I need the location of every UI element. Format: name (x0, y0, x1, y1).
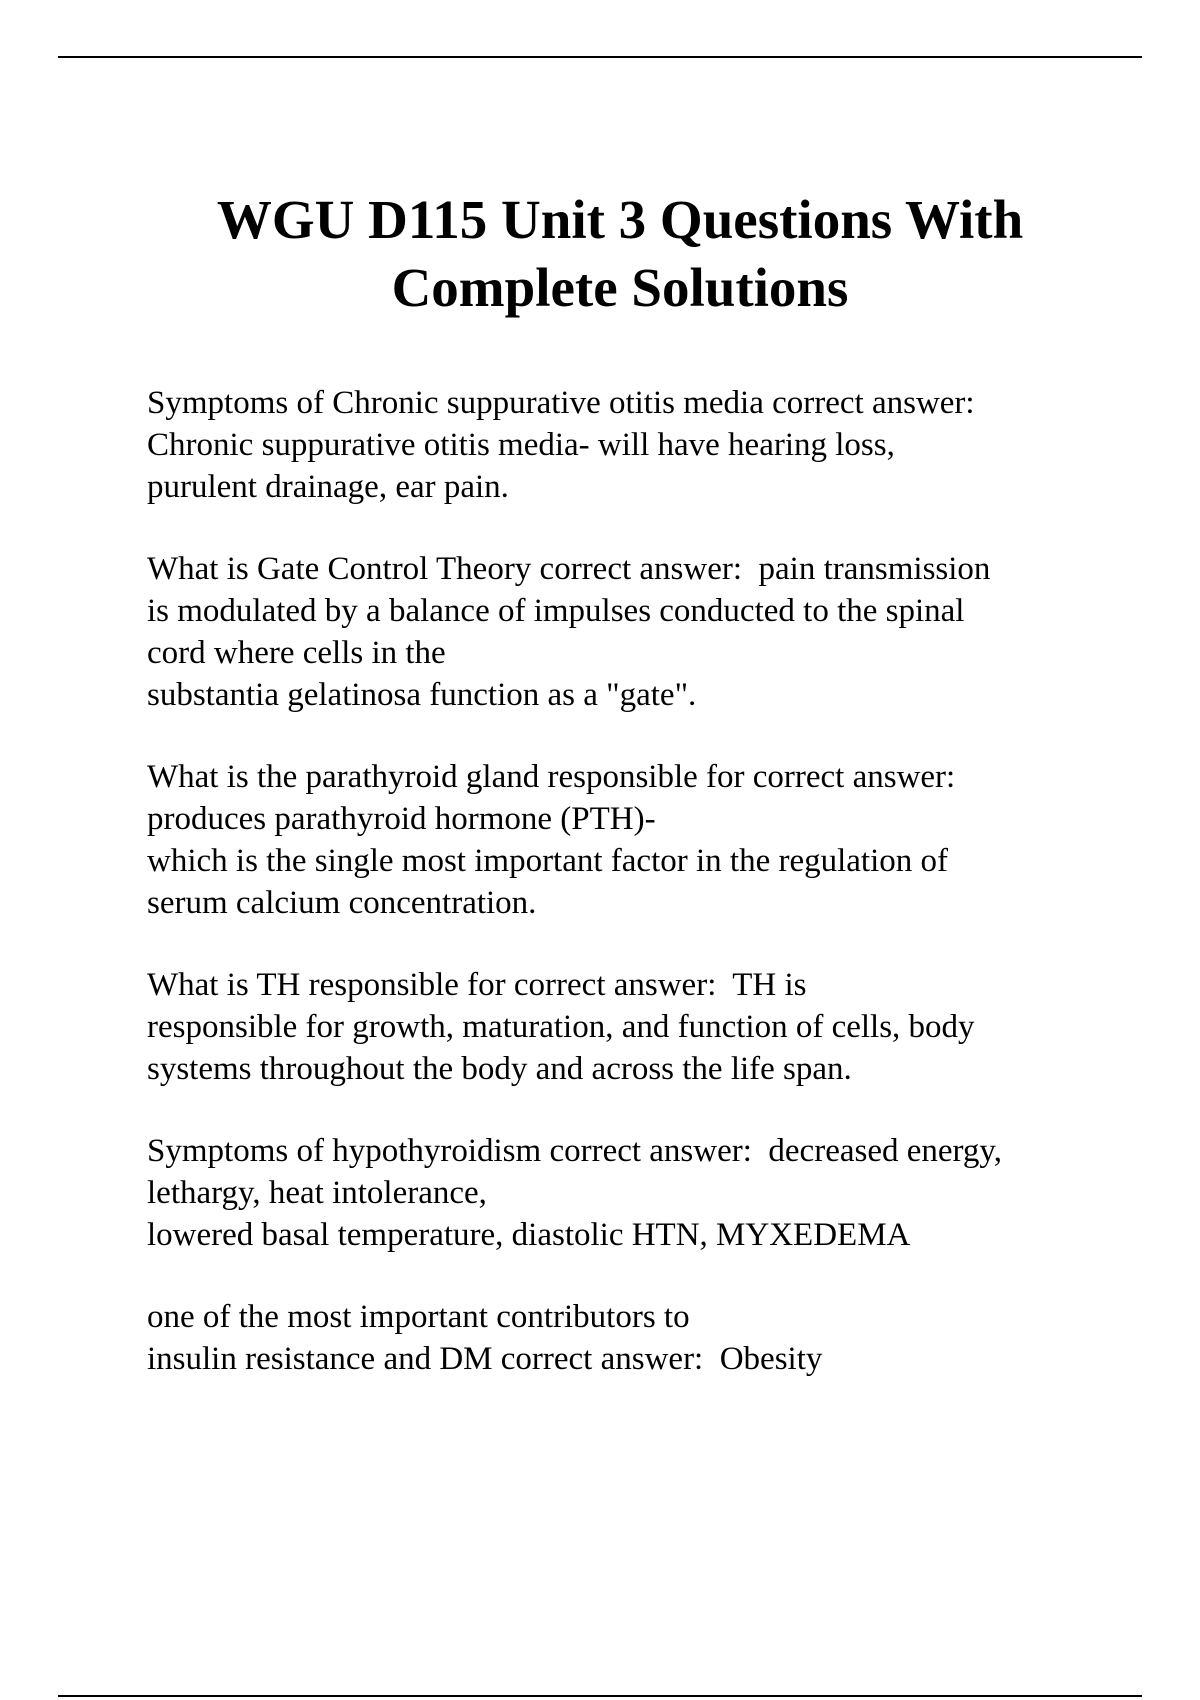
qa-line: produces parathyroid hormone (PTH)- (147, 801, 656, 837)
qa-line: What is TH responsible for correct answer: TH is (147, 967, 807, 1003)
qa-line: Symptoms of Chronic suppurative otitis media correct answer: (147, 385, 975, 421)
qa-line: Chronic suppurative otitis media- will have hearing loss, (147, 427, 895, 463)
qa-block-insulin-resistance (147, 1296, 1147, 1380)
qa-block-parathyroid (147, 756, 1147, 924)
top-divider (58, 56, 1142, 58)
qa-line: lethargy, heat intolerance, (147, 1175, 487, 1211)
document-title (100, 186, 1140, 322)
qa-line: responsible for growth, maturation, and function of cells, body (147, 1009, 975, 1045)
qa-line: What is the parathyroid gland responsible for correct answer: (147, 759, 956, 795)
title-line-2: Complete Solutions (391, 257, 849, 318)
qa-block-hypothyroidism (147, 1130, 1147, 1256)
qa-line: Symptoms of hypothyroidism correct answer: decreased energy, (147, 1133, 1003, 1169)
qa-line: substantia gelatinosa function as a "gate". (147, 677, 697, 713)
qa-line: What is Gate Control Theory correct answer: pain transmission (147, 551, 991, 587)
qa-block-gate-control-theory (147, 548, 1147, 716)
qa-block-thyroid-hormone (147, 964, 1147, 1090)
qa-line: cord where cells in the (147, 635, 446, 671)
qa-line: lowered basal temperature, diastolic HTN, MYXEDEMA (147, 1217, 911, 1253)
qa-line: which is the single most important factor in the regulation of (147, 843, 948, 879)
title-line-1: WGU D115 Unit 3 Questions With (216, 189, 1024, 250)
qa-line: is modulated by a balance of impulses conducted to the spinal (147, 593, 965, 629)
bottom-divider (58, 1695, 1142, 1697)
qa-line: systems throughout the body and across the life span. (147, 1051, 852, 1087)
qa-line: insulin resistance and DM correct answer: Obesity (147, 1341, 823, 1377)
qa-line: serum calcium concentration. (147, 885, 537, 921)
qa-block-otitis-media (147, 382, 1147, 508)
qa-list (147, 382, 1147, 1420)
qa-line: one of the most important contributors to (147, 1299, 690, 1335)
qa-line: purulent drainage, ear pain. (147, 469, 509, 505)
